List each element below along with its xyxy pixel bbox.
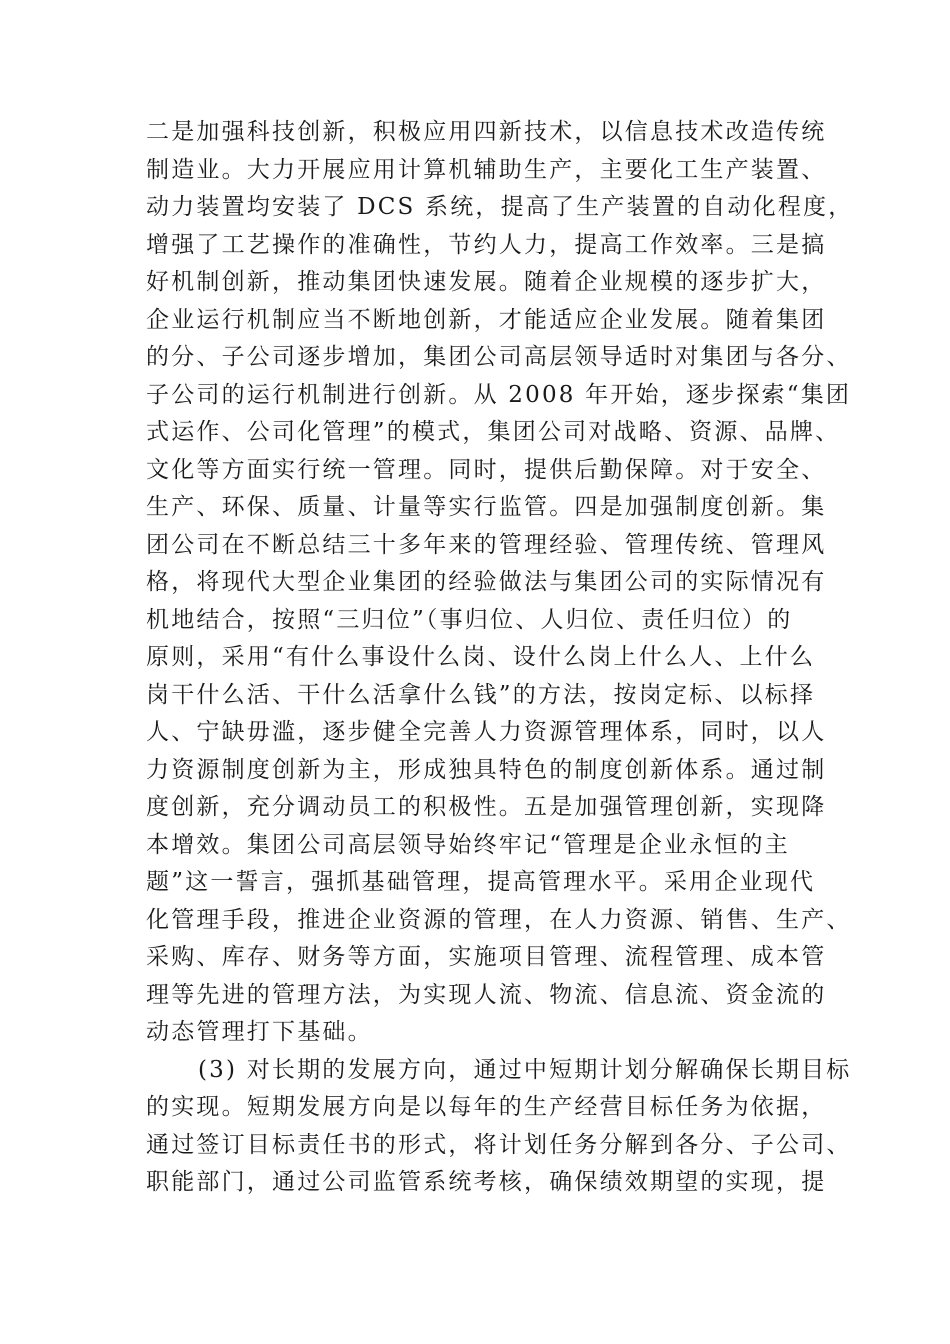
text-line: 的实现。短期发展方向是以每年的生产经营目标任务为依据，	[146, 1094, 827, 1120]
text-line: 度创新，充分调动员工的积极性。五是加强管理创新，实现降	[146, 794, 827, 820]
text-line: 企业运行机制应当不断地创新，才能适应企业发展。随着集团	[146, 306, 827, 333]
text-line: 动态管理打下基础。	[146, 1019, 373, 1045]
text-line: 力资源制度创新为主，形成独具特色的制度创新体系。通过制	[146, 756, 827, 783]
text-line: 式运作、公司化管理”的模式，集团公司对战略、资源、品牌、	[146, 419, 841, 445]
text-line: 文化等方面实行统一管理。同时，提供后勤保障。对于安全、	[146, 456, 827, 483]
text-line: 采购、库存、财务等方面，实施项目管理、流程管理、成本管	[146, 944, 827, 970]
text-line: 通过签订目标责任书的形式，将计划任务分解到各分、子公司、	[146, 1131, 852, 1158]
text-line: 团公司在不断总结三十多年来的管理经验、管理传统、管理风	[146, 531, 827, 558]
text-line: 制造业。大力开展应用计算机辅助生产，主要化工生产装置、	[146, 156, 827, 183]
text-line: 增强了工艺操作的准确性，节约人力，提高工作效率。三是搞	[146, 231, 827, 258]
text-line: 格，将现代大型企业集团的经验做法与集团公司的实际情况有	[146, 569, 827, 595]
text-line: 生产、环保、质量、计量等实行监管。四是加强制度创新。集	[146, 494, 827, 520]
text-line: 理等先进的管理方法，为实现人流、物流、信息流、资金流的	[146, 981, 827, 1008]
text-line: 岗干什么活、干什么活拿什么钱”的方法，按岗定标、以标择	[146, 681, 816, 708]
text-line: 职能部门，通过公司监管系统考核，确保绩效期望的实现，提	[146, 1169, 827, 1195]
body-text	[146, 114, 854, 1202]
text-line: 原则，采用“有什么事设什么岗、设什么岗上什么人、上什么	[146, 644, 816, 670]
text-line: 题”这一誓言，强抓基础管理，提高管理水平。采用企业现代	[146, 869, 816, 895]
text-line: 二是加强科技创新，积极应用四新技术，以信息技术改造传统	[146, 119, 827, 145]
text-line: 好机制创新，推动集团快速发展。随着企业规模的逐步扩大，	[146, 269, 827, 295]
text-line: 动力装置均安装了 DCS 系统，提高了生产装置的自动化程度，	[146, 194, 854, 220]
text-line: 机地结合，按照“三归位”（事归位、人归位、责任归位）的	[146, 606, 793, 633]
paragraph-start-line: (3) 对长期的发展方向，通过中短期计划分解确保长期目标	[198, 1056, 852, 1083]
text-line: 人、宁缺毋滥，逐步健全完善人力资源管理体系，同时，以人	[146, 719, 827, 745]
text-line: 化管理手段，推进企业资源的管理，在人力资源、销售、生产、	[146, 906, 852, 933]
text-line: 子公司的运行机制进行创新。从 2008 年开始，逐步探索“集团	[146, 381, 852, 408]
text-line: 的分、子公司逐步增加，集团公司高层领导适时对集团与各分、	[146, 344, 852, 370]
text-line: 本增效。集团公司高层领导始终牢记“管理是企业永恒的主	[146, 831, 790, 858]
